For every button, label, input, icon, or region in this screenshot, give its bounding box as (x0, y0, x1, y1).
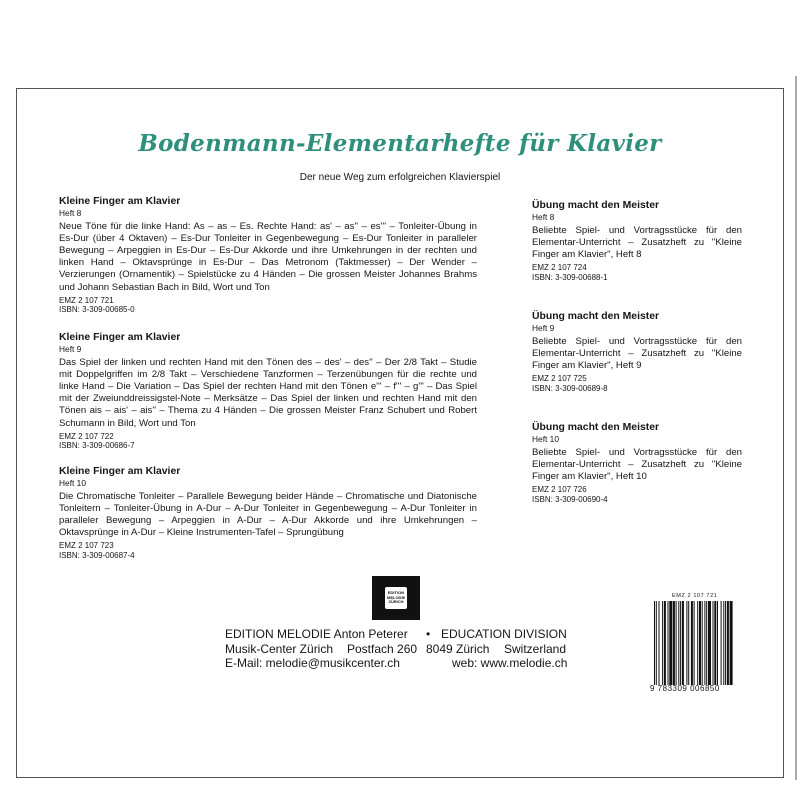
barcode-bar (662, 601, 663, 685)
barcode-bar (669, 601, 672, 685)
barcode-bar (727, 601, 729, 685)
product-description: Neue Töne für die linke Hand: As – as – Es. Rechte Hand: as' – as'' – es''' – Tonleiter-Übung in Es-Dur (über 4 Oktaven) – Es-Dur Tonleiter in Gegenbewegung – Es-Dur Tonleiter in paralleler Bewegung – Arpeggien in Es-Dur – Es-Dur Akkorde und ihre Umkehrungen in der rechten und linken Hand – Oktavsprünge in Es-Dur – Das Metronom (Taktmesser) – Der Wender – Verzierungen (Ornamentik) – Spielstücke zu 4 Händen – Die grossen Meister Johannes Brahms und Johann Sebastian Bach in Bild, Wort und Ton (59, 220, 477, 293)
product-description: Beliebte Spiel- und Vortragsstücke für den Elementar-Unterricht – Zusatzheft zu "Kleine Finger am Klavier", Heft 8 (532, 224, 742, 260)
barcode-bar (713, 601, 714, 685)
product-block-left-3 (59, 465, 477, 561)
footer-address-city: Musik-Center Zürich (225, 642, 334, 656)
footer-postbox: Postfach 260 (347, 642, 418, 656)
publisher-logo (372, 576, 420, 620)
product-emz: EMZ 2 107 722 (59, 431, 114, 441)
barcode-bar (688, 601, 689, 685)
product-issue: Heft 8 (59, 208, 82, 218)
product-issue: Heft 9 (59, 344, 82, 354)
product-block-left-1 (59, 195, 477, 315)
footer-zip: 8049 Zürich (426, 642, 490, 656)
barcode-bar (697, 601, 698, 685)
footer-publisher-name: EDITION MELODIE Anton Peterer (225, 627, 408, 641)
barcode-bar (676, 601, 677, 685)
barcode-bar (723, 601, 724, 685)
product-issue: Heft 8 (532, 212, 555, 222)
barcode-bar (678, 601, 679, 685)
product-description: Beliebte Spiel- und Vortragsstücke für den Elementar-Unterricht – Zusatzheft zu "Kleine Finger am Klavier", Heft 9 (532, 335, 742, 371)
isbn-barcode (650, 593, 770, 703)
barcode-bar (730, 601, 733, 685)
product-block-right-2 (532, 310, 742, 393)
barcode-bar (654, 601, 655, 685)
product-block-right-1 (532, 199, 742, 282)
barcode-bar (699, 601, 701, 685)
barcode-bar (673, 601, 675, 685)
barcode-bar (725, 601, 726, 685)
barcode-bar (708, 601, 711, 685)
barcode-bar (706, 601, 707, 685)
page-title: Bodenmann-Elementarhefte für Klavier (138, 130, 662, 157)
barcode-bar (717, 601, 718, 685)
product-isbn: ISBN: 3-309-00685-0 (59, 305, 135, 315)
barcode-bar (656, 601, 657, 685)
product-description: Beliebte Spiel- und Vortragsstücke für den Elementar-Unterricht – Zusatzheft zu "Kleine Finger am Klavier", Heft 10 (532, 446, 742, 482)
product-issue: Heft 9 (532, 323, 555, 333)
barcode-bars (650, 601, 768, 685)
product-emz: EMZ 2 107 726 (532, 485, 587, 495)
barcode-bar (704, 601, 705, 685)
barcode-bar (680, 601, 681, 685)
product-block-right-3 (532, 421, 742, 504)
barcode-number: 9 783309 006850 (650, 684, 720, 693)
product-isbn: ISBN: 3-309-00686-7 (59, 441, 135, 451)
barcode-bar (691, 601, 693, 685)
barcode-bar (668, 601, 669, 685)
product-heading: Übung macht den Meister (532, 422, 660, 433)
footer-publisher (225, 627, 408, 642)
product-emz: EMZ 2 107 725 (532, 374, 587, 384)
barcode-bar (714, 601, 716, 685)
footer-division: EDUCATION DIVISION (441, 627, 567, 641)
footer-country: Switzerland (504, 642, 567, 656)
product-emz: EMZ 2 107 721 (59, 295, 114, 305)
product-description: Die Chromatische Tonleiter – Parallele Bewegung beider Hände – Chromatische und Diatonische Tonleitern – Tonleiter-Übung in A-Dur – A-Dur Tonleiter in Gegenbewegung – A-Dur Tonleiter in paralleler Bewegung – Arpeggien in A-Dur – A-Dur Akkorde und ihre Umkehrungen – Oktavsprünge in A-Dur – Kleine Instrumenten-Tafel – Sprungübung (59, 490, 477, 539)
footer-bullet: • (426, 627, 431, 641)
barcode-top-label: EMZ 2 107 721 (672, 593, 718, 599)
product-issue: Heft 10 (59, 478, 87, 488)
product-emz: EMZ 2 107 723 (59, 541, 114, 551)
barcode-bar (664, 601, 666, 685)
barcode-bar (682, 601, 684, 685)
product-isbn: ISBN: 3-309-00689-8 (532, 383, 608, 393)
product-isbn: ISBN: 3-309-00690-4 (532, 494, 608, 504)
product-emz: EMZ 2 107 724 (532, 263, 587, 273)
product-heading: Kleine Finger am Klavier (59, 332, 181, 343)
product-heading: Übung macht den Meister (532, 200, 660, 211)
product-isbn: ISBN: 3-309-00688-1 (532, 272, 608, 282)
product-heading: Kleine Finger am Klavier (59, 196, 181, 207)
product-heading: Kleine Finger am Klavier (59, 466, 181, 477)
product-isbn: ISBN: 3-309-00687-4 (59, 550, 135, 560)
product-description: Das Spiel der linken und rechten Hand mit den Tönen des – des' – des'' – Der 2/8 Takt – Studie mit Doppelgriffen im 2/8 Takt – Verschiedene Tanzformen – Terzenübungen für die rechte und linke Hand – Die Variation – Das Spiel der rechten Hand mit den Tönen e''' – f''' – g''' – Das Spiel mit der Zweiunddreissigstel-Note – Merksätze – Das Spiel der linken und rechten Hand mit den Tönen ais – ais' – ais'' – Thema zu 4 Händen – Die grossen Meister Franz Schubert und Robert Schumann in Bild, Wort und Ton (59, 356, 477, 429)
product-heading: Übung macht den Meister (532, 311, 660, 322)
page-subtitle: Der neue Weg zum erfolgreichen Klavierspiel (299, 172, 501, 183)
footer-email: E-Mail: melodie@musikcenter.ch (225, 656, 400, 670)
footer-web: web: www.melodie.ch (452, 656, 568, 670)
logo-emblem (385, 587, 407, 609)
product-block-left-2 (59, 331, 477, 451)
logo-text: EDITION MELODIE ZÜRICH (387, 590, 406, 604)
barcode-bar (694, 601, 695, 685)
barcode-bar (721, 601, 722, 685)
barcode-bar (686, 601, 687, 685)
product-issue: Heft 10 (532, 434, 560, 444)
barcode-bar (702, 601, 703, 685)
barcode-bar (659, 601, 660, 685)
